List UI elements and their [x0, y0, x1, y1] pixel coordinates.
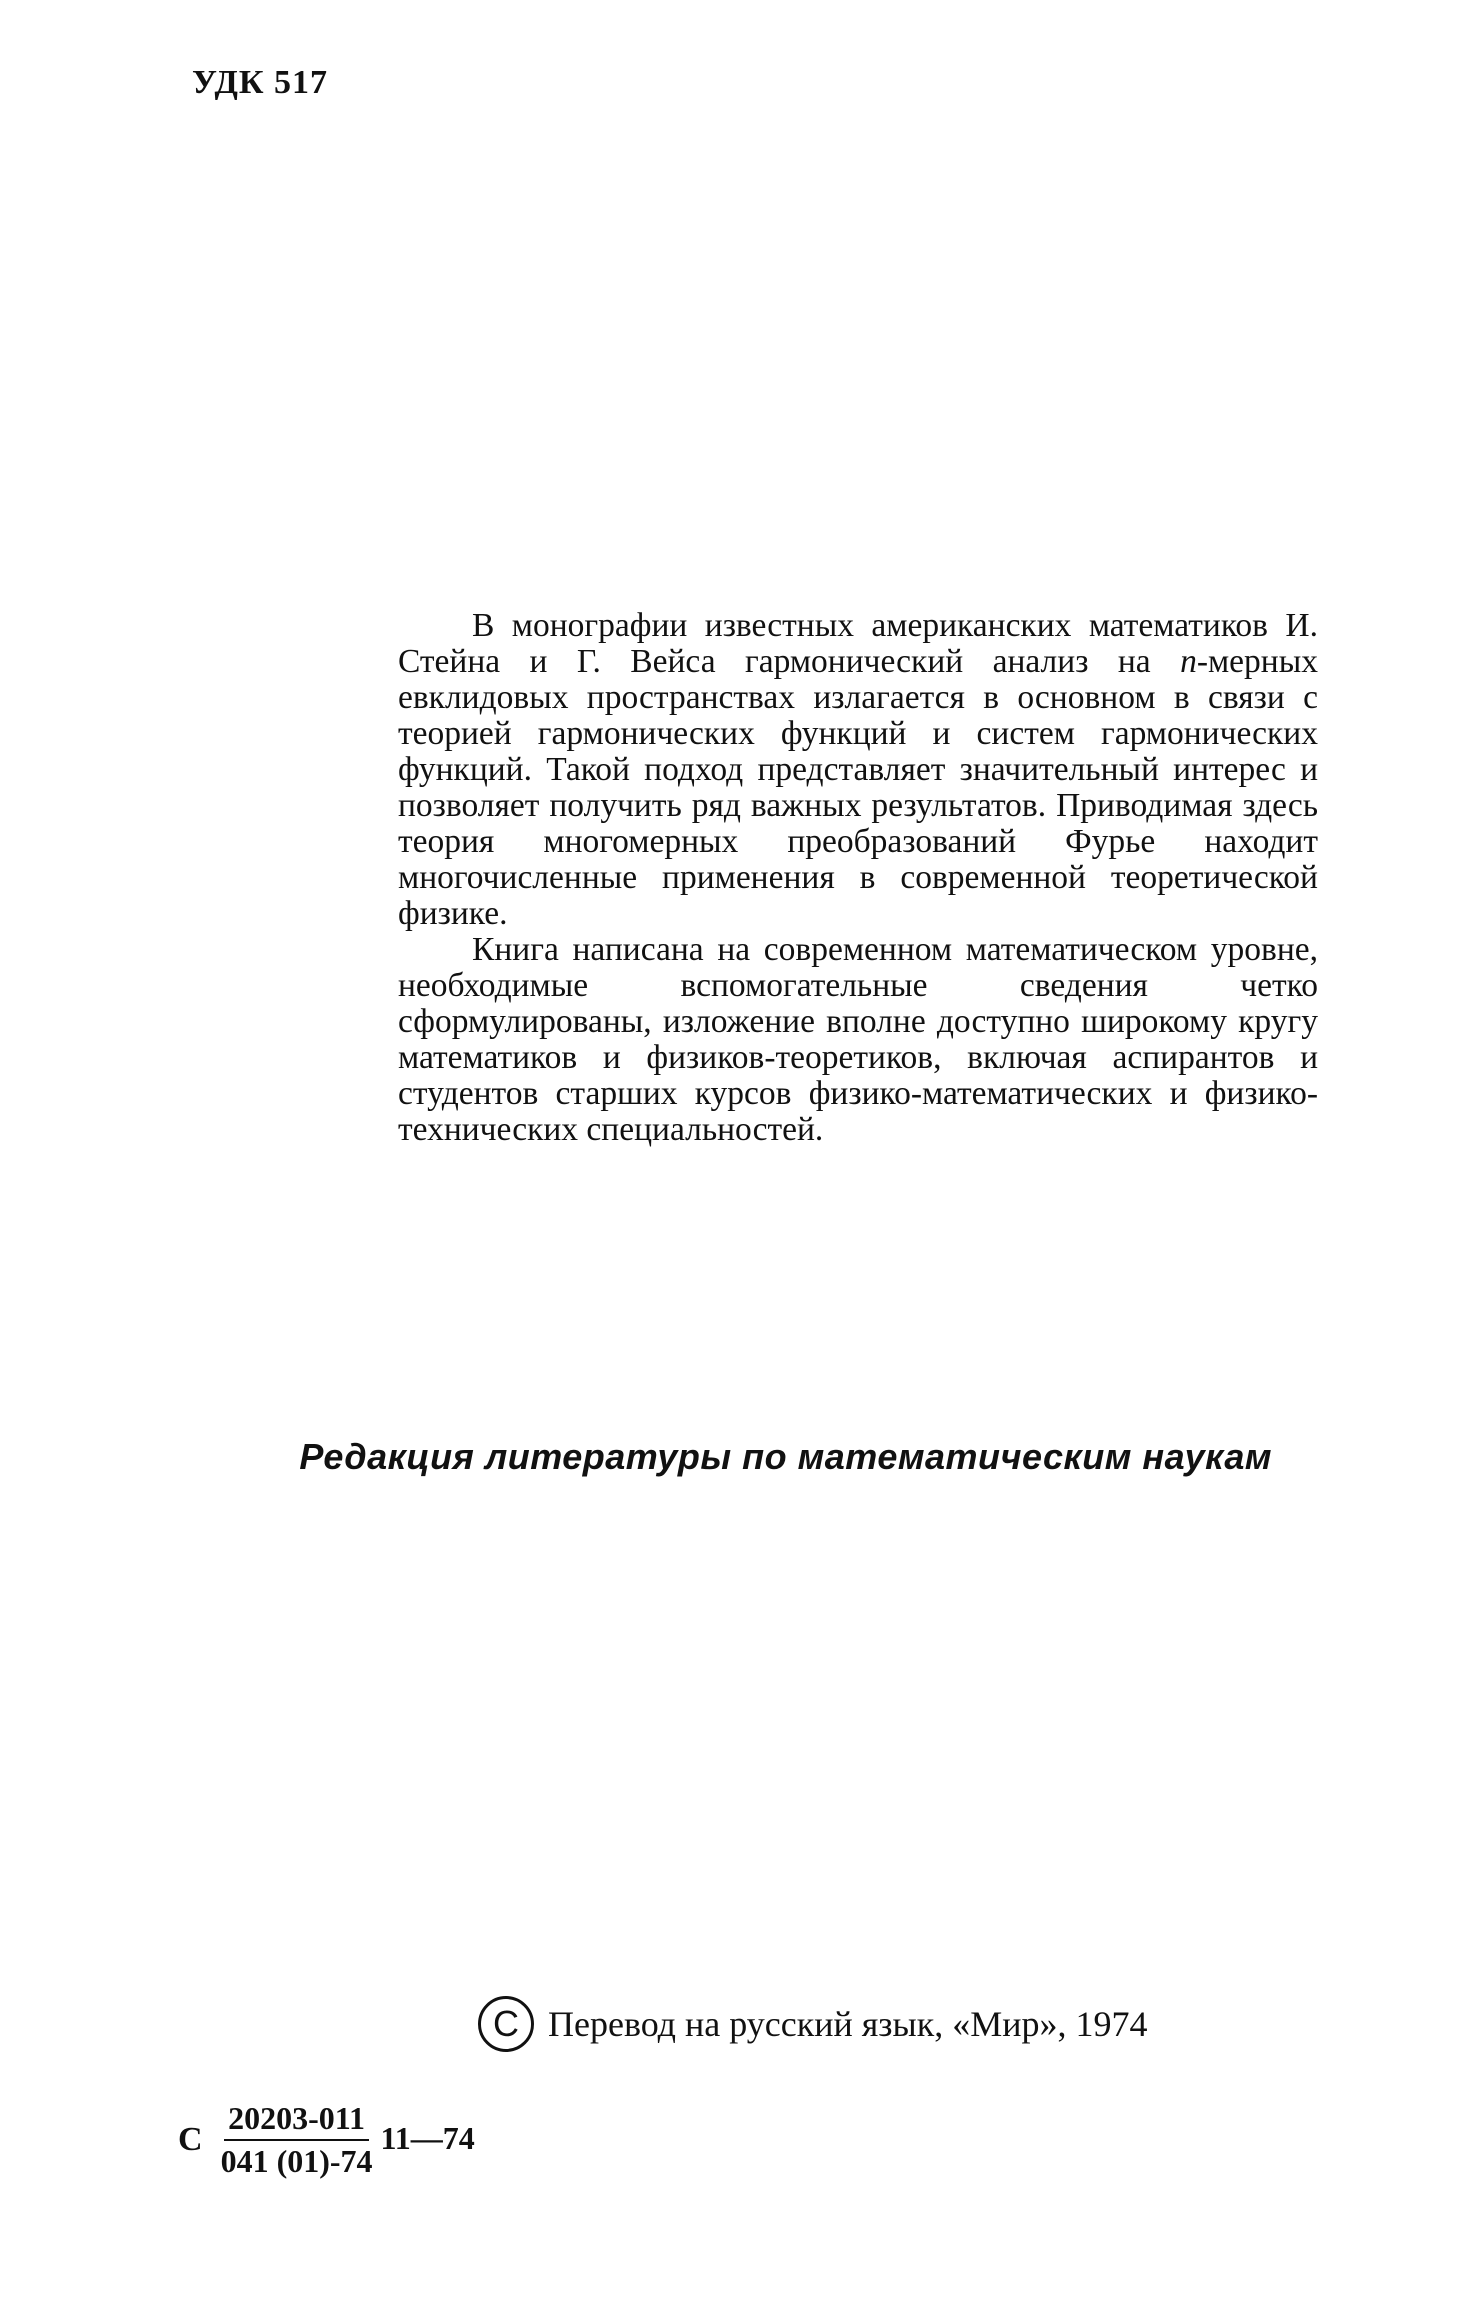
udk-code: УДК 517	[192, 64, 329, 101]
code-fraction	[217, 2100, 377, 2180]
copyright-line	[478, 1996, 1147, 2052]
code-suffix: 11—74	[380, 2119, 475, 2156]
abstract-paragraph-1-suffix: -мерных евклидовых пространствах излагается в основном в связи с теорией гармонических функций и систем гармонических функций. Такой подход представляет значительный интерес и позволяет получить ряд важных результатов. Приводимая здесь теория многомерных преобразований Фурье находит многочисленные применения в современной теоретической физике.	[398, 643, 1318, 932]
dimension-variable: n	[1180, 643, 1197, 680]
copyright-text: Перевод на русский язык, «Мир», 1974	[548, 2004, 1148, 2044]
abstract	[398, 608, 1318, 1148]
code-denominator: 041 (01)-74	[220, 2143, 373, 2179]
editorial-line: Редакция литературы по математическим наукам	[299, 1436, 1272, 1477]
abstract-paragraph-2: Книга написана на современном математическом уровне, необходимые вспомогательные сведения четко сформулированы, изложение вполне доступно широкому кругу математиков и физиков-теоретиков, включая аспирантов и студентов старших курсов физико-математических и физико-технических специальностей.	[398, 931, 1318, 1148]
code-prefix: С	[178, 2121, 203, 2158]
publication-code	[178, 2100, 475, 2180]
abstract-paragraph-1-prefix: В монографии известных американских математиков И. Стейна и Г. Вейса гармонический анализ на	[398, 607, 1318, 680]
code-numerator: 20203-011	[224, 2100, 369, 2141]
abstract-paragraph-1	[398, 608, 1318, 932]
copyright-icon: C	[478, 1996, 534, 2052]
